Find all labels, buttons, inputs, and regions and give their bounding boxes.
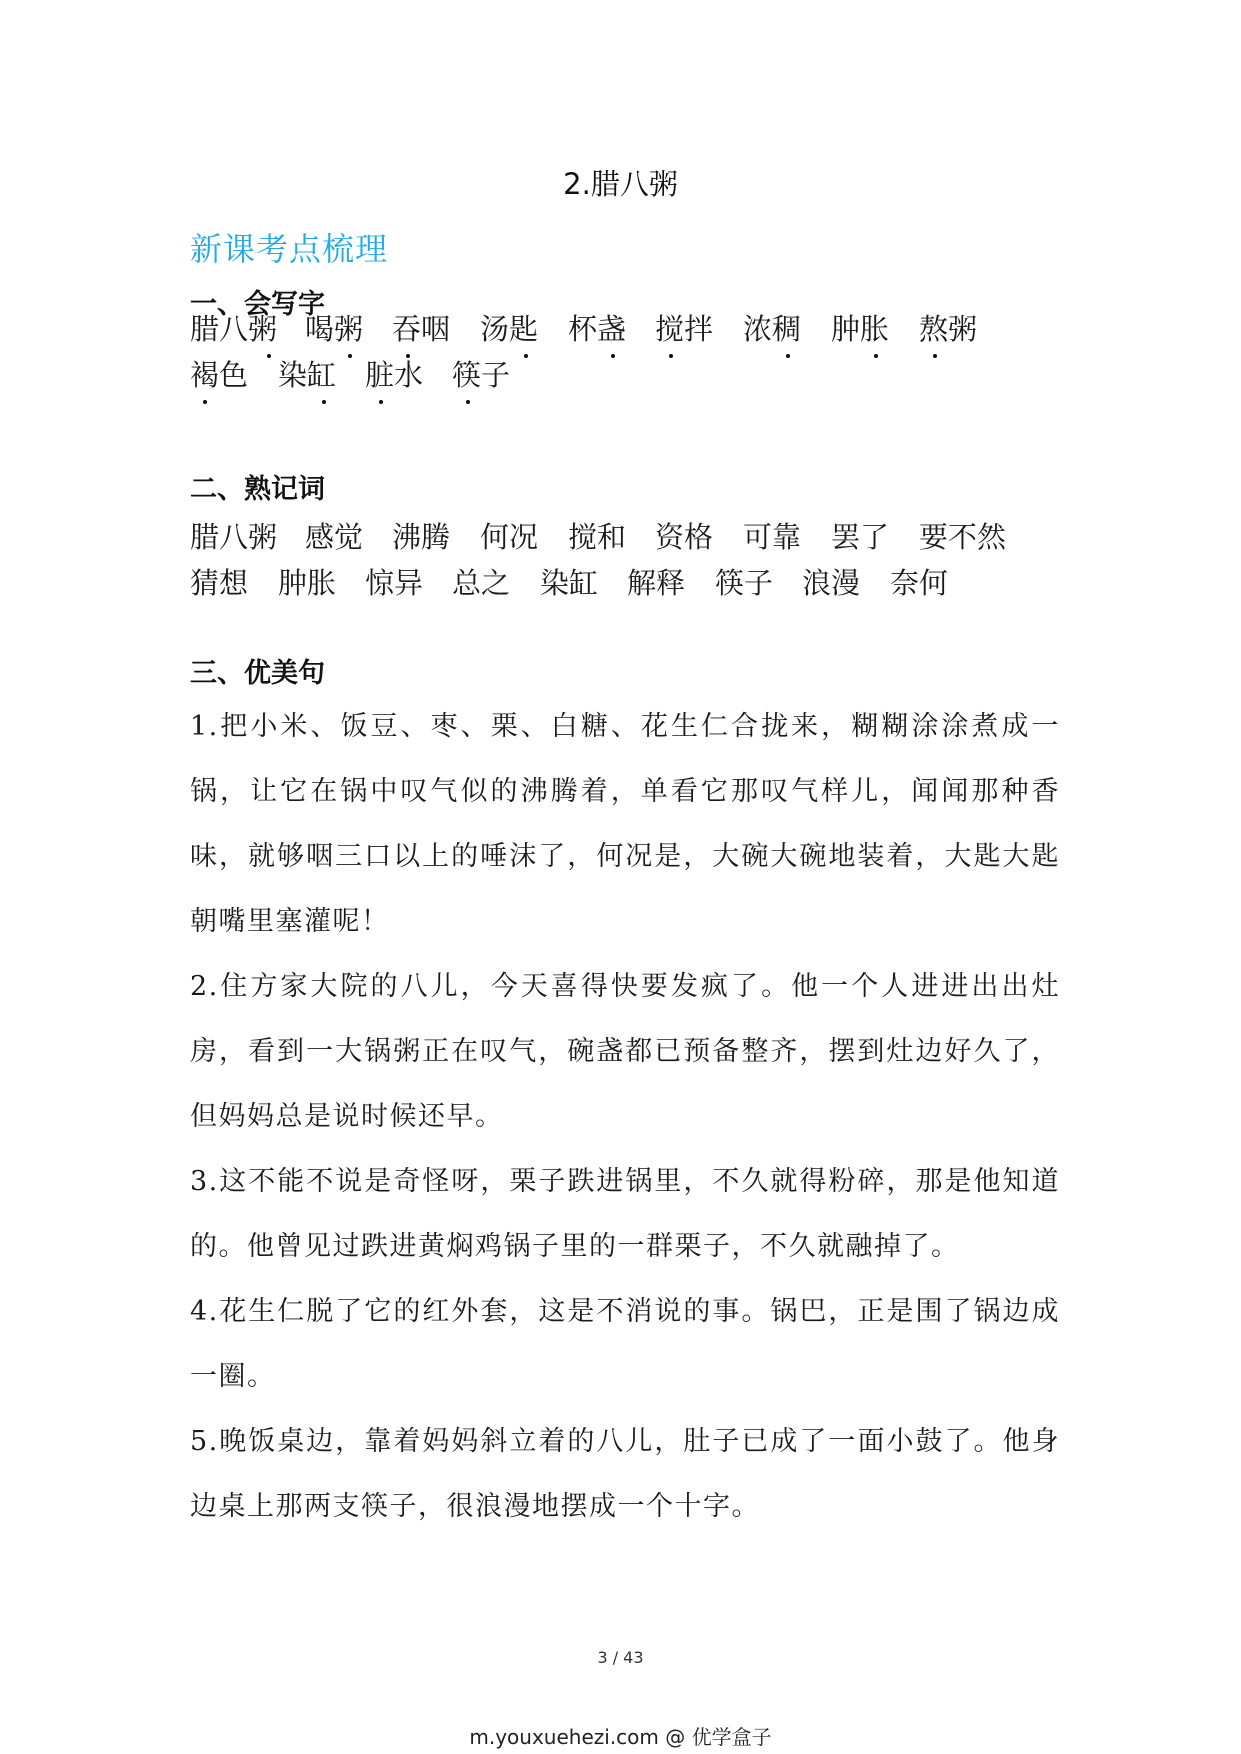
word: 脏水	[365, 358, 424, 392]
sentence-1: 1.把小米、饭豆、枣、栗、白糖、花生仁合拢来，糊糊涂涂煮成一锅，让它在锅中叹气似的沸腾着，单看它那叹气样儿，闻闻那种香味，就够咽三口以上的唾沫了，何况是，大碗大碗地装着，大匙大匙朝嘴里塞灌呢！	[190, 711, 1060, 937]
word: 惊异	[365, 566, 424, 600]
emphasis-dot	[322, 400, 326, 404]
sentence-3: 3.这不能不说是奇怪呀，栗子跌进锅里，不久就得粉碎，那是他知道的。他曾见过跌进黄焖鸡锅子里的一群栗子，不久就融掉了。	[190, 1166, 1060, 1262]
write-heading: 一、会写字	[190, 289, 325, 320]
emphasis-dot	[524, 354, 528, 358]
word: 吞咽	[392, 312, 451, 346]
word: 奈何	[890, 566, 949, 600]
footer-watermark[interactable]: m.youxuehezi.com @ 优学盒子	[469, 1725, 772, 1749]
word: 染缸	[540, 566, 599, 600]
word: 杯盏	[568, 312, 627, 346]
emphasis-dot	[203, 400, 207, 404]
word: 染缸	[278, 358, 337, 392]
word: 要不然	[919, 520, 1007, 554]
emphasis-dot	[933, 354, 937, 358]
word: 肿胀	[278, 566, 337, 600]
emphasis-dot	[669, 354, 673, 358]
word: 腊八粥	[190, 312, 278, 346]
word: 沸腾	[392, 520, 451, 554]
word: 搅和	[568, 520, 627, 554]
memorize-heading: 二、熟记词	[190, 474, 325, 505]
emphasis-dot	[611, 354, 615, 358]
emphasis-dot	[874, 354, 878, 358]
page-title: 2.腊八粥	[563, 167, 678, 201]
word: 猜想	[190, 566, 249, 600]
sentence-heading: 三、优美句	[190, 658, 325, 689]
word: 浪漫	[802, 566, 861, 600]
word: 熬粥	[919, 312, 978, 346]
emphasis-dot	[348, 354, 352, 358]
word: 肿胀	[831, 312, 890, 346]
word: 总之	[452, 566, 511, 600]
emphasis-dot	[466, 400, 470, 404]
emphasis-dot	[379, 400, 383, 404]
word: 何况	[480, 520, 539, 554]
page-number: 3 / 43	[597, 1648, 644, 1667]
word: 汤匙	[480, 312, 539, 346]
sentence-2: 2.住方家大院的八儿，今天喜得快要发疯了。他一个人进进出出灶房，看到一大锅粥正在叹气，碗盏都已预备整齐，摆到灶边好久了，但妈妈总是说时候还早。	[190, 971, 1060, 1132]
word: 资格	[655, 520, 714, 554]
word: 搅拌	[655, 312, 714, 346]
word: 可靠	[743, 520, 802, 554]
word: 腊八粥	[190, 520, 278, 554]
word: 筷子	[715, 566, 774, 600]
word: 筷子	[452, 358, 511, 392]
word: 褐色	[190, 358, 249, 392]
word: 感觉	[305, 520, 364, 554]
emphasis-dot	[786, 354, 790, 358]
word: 浓稠	[743, 312, 802, 346]
word: 喝粥	[305, 312, 364, 346]
sentence-5: 5.晚饭桌边，靠着妈妈斜立着的八儿，肚子已成了一面小鼓了。他身边桌上那两支筷子，很浪漫地摆成一个十字。	[190, 1426, 1060, 1522]
section-heading: 新课考点梳理	[190, 230, 389, 268]
emphasis-dot	[267, 354, 271, 358]
sentence-4: 4.花生仁脱了它的红外套，这是不消说的事。锅巴，正是围了锅边成一圈。	[190, 1296, 1060, 1392]
word: 解释	[627, 566, 686, 600]
word: 罢了	[831, 520, 890, 554]
